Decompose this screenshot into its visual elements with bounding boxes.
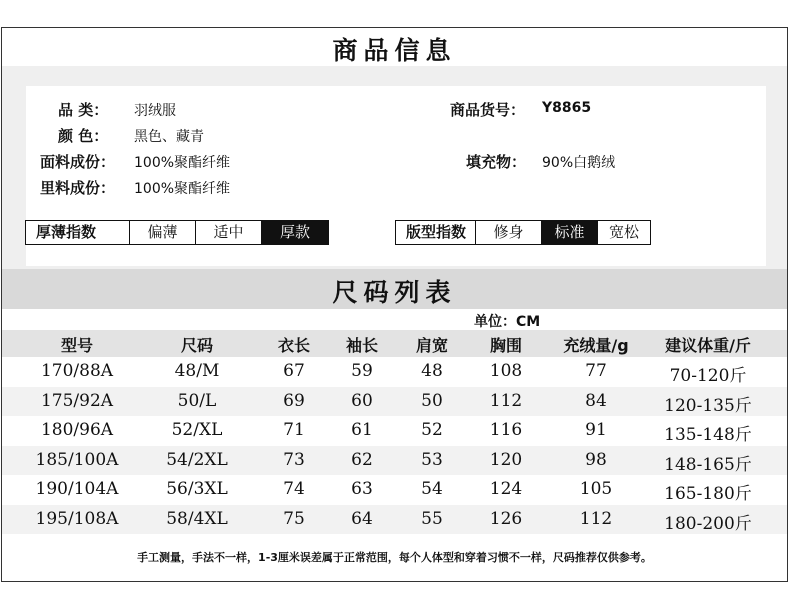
cell-length: 75 [283,508,305,529]
cell-body-weight: 148-165斤 [664,454,752,475]
header-size: 尺码 [180,336,213,355]
cell-model: 170/88A [40,361,114,381]
lining-value: 100%聚酯纤维 [134,181,231,197]
color-value: 黑色、藏青 [134,129,204,145]
cell-size: 56/3XL [166,479,228,499]
cell-sleeve: 63 [351,479,373,499]
table-row [2,387,787,417]
fit-option-regular: 标准 [542,221,598,244]
cell-down-weight: 105 [579,479,613,499]
cell-model: 180/96A [40,420,114,440]
cell-down-weight: 84 [585,390,607,411]
cell-down-weight: 112 [579,508,613,529]
cell-down-weight: 91 [585,420,607,440]
thickness-option-thin: 偏薄 [130,221,196,244]
cell-length: 67 [283,361,305,381]
header-chest: 胸围 [489,336,522,355]
thickness-option-medium: 适中 [196,221,262,244]
cell-sleeve: 59 [351,361,373,381]
fit-option-slim: 修身 [476,221,542,244]
cell-down-weight: 98 [585,449,607,470]
cell-shoulder: 48 [421,361,443,381]
cell-shoulder: 53 [421,449,443,470]
header-down-weight: 充绒量/g [563,336,629,355]
cell-size: 52/XL [171,420,223,440]
fabric-label: 面料成份： [40,153,116,171]
thickness-index-label: 厚薄指数 [26,221,130,244]
category-label: 品 类： [58,101,109,119]
color-label: 颜 色： [58,127,109,145]
cell-length: 74 [283,479,305,499]
title-bar [2,28,787,66]
header-body-weight: 建议体重/斤 [665,336,751,355]
sku-value: Y8865 [542,100,592,116]
page-title: 商品信息 [332,36,457,65]
lining-label: 里料成份： [40,179,116,197]
filling-value: 90%白鹅绒 [542,155,616,171]
header-length: 衣长 [277,336,310,355]
cell-chest: 126 [489,508,523,529]
product-info-sheet [1,27,788,582]
cell-size: 50/L [177,390,217,411]
cell-size: 48/M [174,361,220,381]
table-row [2,475,787,505]
cell-chest: 120 [489,449,523,470]
header-sleeve: 袖长 [345,336,378,355]
thickness-option-thick: 厚款 [262,221,328,244]
cell-length: 73 [283,449,305,470]
cell-chest: 116 [489,420,523,440]
cell-shoulder: 54 [421,479,443,499]
sku-label: 商品货号： [450,101,526,119]
header-model: 型号 [60,336,93,355]
cell-shoulder: 50 [421,390,443,411]
cell-shoulder: 55 [421,508,443,529]
filling-label: 填充物： [466,153,527,171]
table-row [2,446,787,476]
cell-model: 195/108A [35,508,119,529]
cell-sleeve: 62 [351,449,373,470]
table-row [2,416,787,446]
cell-model: 185/100A [35,449,119,470]
category-value: 羽绒服 [134,103,176,119]
cell-model: 190/104A [35,479,119,499]
size-table-body [2,357,787,534]
cell-size: 54/2XL [166,449,228,470]
fit-option-loose: 宽松 [608,223,639,241]
measurement-note: 手工测量，手法不一样，1-3厘米误差属于正常范围，每个人体型和穿着习惯不一样，尺码推荐仅供参考。 [137,551,652,564]
cell-chest: 108 [489,361,523,381]
table-row [2,357,787,387]
cell-size: 58/4XL [166,508,228,529]
cell-length: 71 [283,420,305,440]
cell-body-weight: 180-200斤 [664,513,752,534]
cell-sleeve: 64 [351,508,373,529]
cell-chest: 124 [489,479,523,499]
size-title-bar [2,269,787,309]
cell-down-weight: 77 [585,361,607,381]
cell-shoulder: 52 [421,420,443,440]
cell-sleeve: 60 [351,390,373,411]
cell-body-weight: 70-120斤 [669,366,747,386]
table-row [2,505,787,535]
thickness-index [25,220,329,245]
cell-length: 69 [283,390,305,411]
unit-label: 单位：CM [474,314,541,330]
size-table-header [2,330,787,357]
cell-sleeve: 61 [351,420,373,440]
cell-body-weight: 120-135斤 [664,395,752,416]
cell-chest: 112 [489,390,523,411]
fit-index [395,220,651,245]
cell-body-weight: 165-180斤 [664,484,752,504]
fit-index-label: 版型指数 [396,221,476,244]
cell-body-weight: 135-148斤 [664,425,752,445]
cell-model: 175/92A [40,390,114,411]
size-section-title: 尺码列表 [332,278,457,307]
header-shoulder: 肩宽 [415,336,448,355]
fabric-value: 100%聚酯纤维 [134,155,231,171]
